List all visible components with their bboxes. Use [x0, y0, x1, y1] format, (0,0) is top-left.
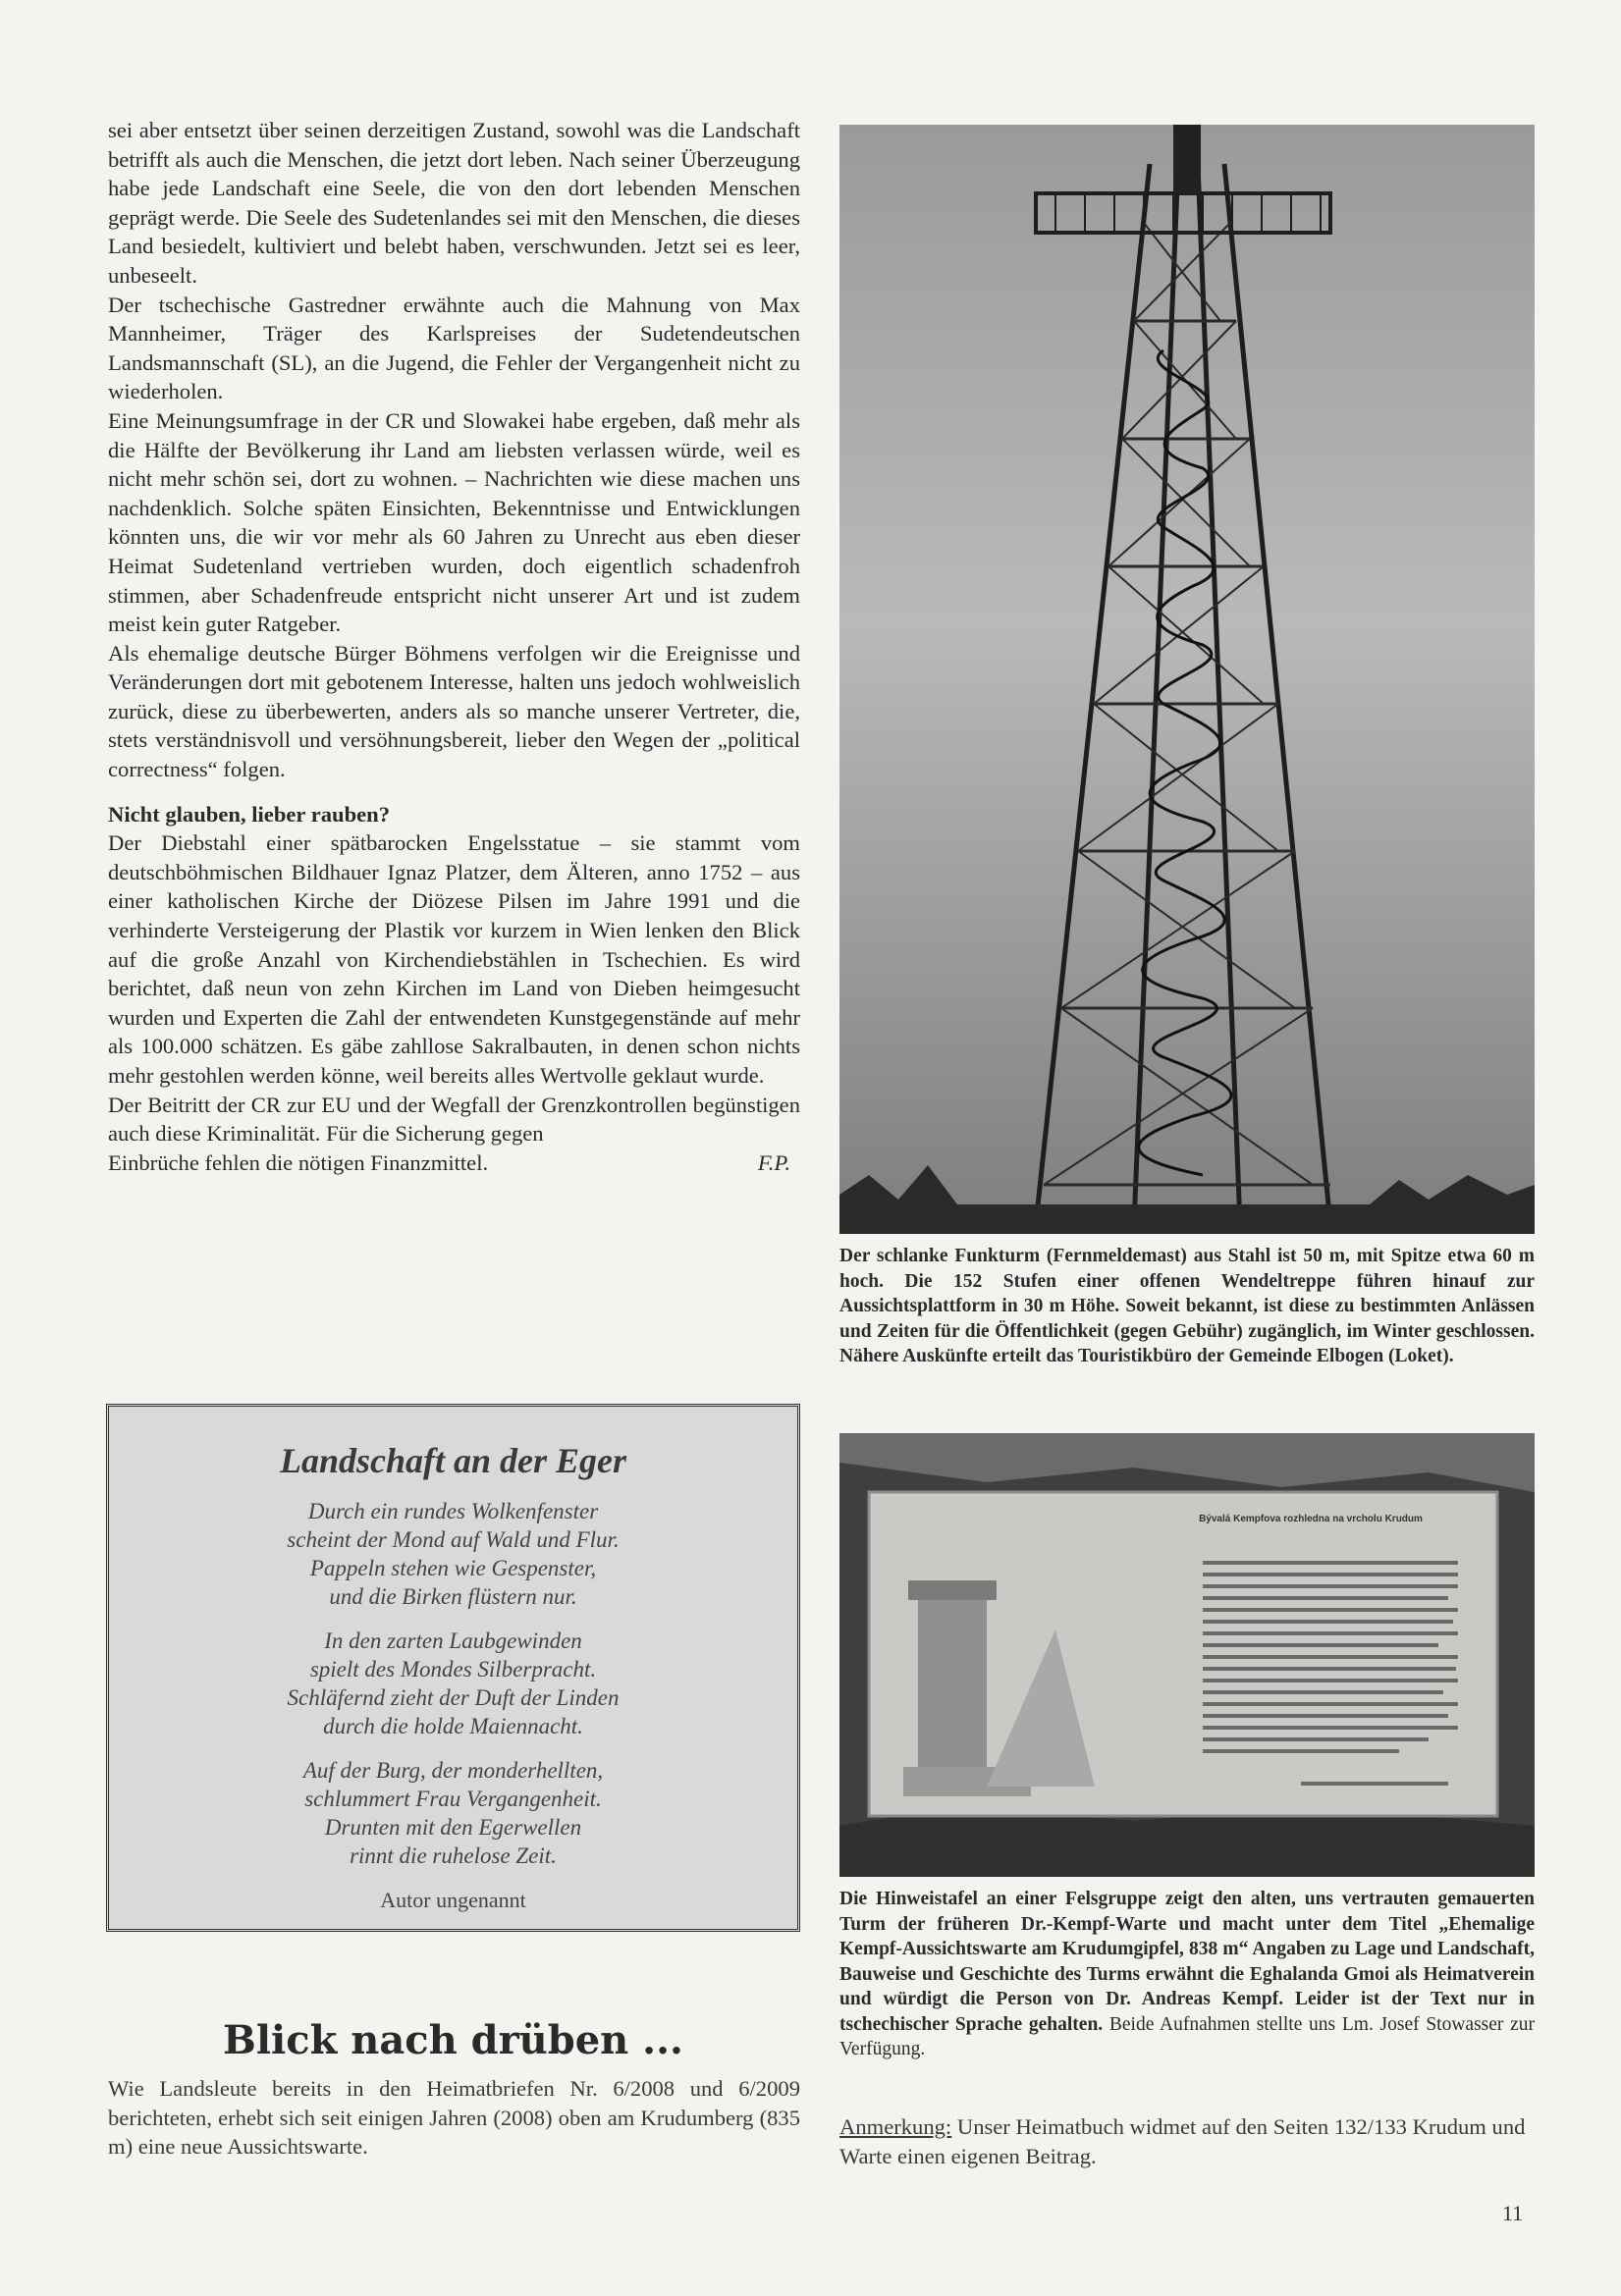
poem-line: rinnt die ruhelose Zeit. [350, 1843, 557, 1868]
page-number: 11 [1502, 2201, 1524, 2225]
tower-illustration [839, 125, 1535, 1234]
poem-author: Autor ungenannt [380, 1888, 526, 1912]
sign-board-illustration [839, 1433, 1535, 1877]
author-signature: F.P. [757, 1149, 790, 1175]
sign-photo [839, 1433, 1535, 1877]
sign-caption [839, 1887, 1535, 2062]
poem-line: Durch ein rundes Wolkenfenster [307, 1499, 599, 1523]
sign-caption-bold: Die Hinweistafel an einer Felsgruppe zeigt den alten, uns vertrauten gemauerten Turm der früheren Dr.-Kempf-Warte und macht unter dem Titel „Ehemalige Kempf-Aussichtswarte am Krudumgipfel, 838 m“ Angaben zu Lage und Landschaft, Bauweise und Geschichte des Turms erwähnt die Eghalanda Gmoi als Heimatverein und würdigt die Person von Dr. Andreas Kempf. Leider ist der Text nur in tschechischer Sprache gehalten. [839, 1889, 1535, 2035]
poem-line: Schläfernd zieht der Duft der Linden [287, 1685, 620, 1710]
poem-box [106, 1404, 800, 1932]
note-text: Unser Heimatbuch widmet auf den Seiten 132/133 Krudum und Warte einen eigenen Beitrag. [839, 2114, 1526, 2168]
poem-line: Drunten mit den Egerwellen [324, 1815, 582, 1840]
sign-caption-credit: Beide Aufnahmen stellte uns Lm. Josef Stowasser zur Verfügung. [839, 2013, 1536, 2059]
poem-line: In den zarten Laubgewinden [324, 1629, 582, 1653]
poem-line: Pappeln stehen wie Gespenster, [309, 1556, 597, 1580]
note [839, 2112, 1535, 2170]
article-column [108, 116, 800, 1177]
article-paragraph: Eine Meinungsumfrage in der CR und Slowakei habe ergeben, daß mehr als die Hälfte der Bevölkerung ihr Land am liebsten verlassen würde, weil es nicht mehr schön sei, dort zu wohnen. – Nachrichten wie diese machen uns nachdenklich. Solche späten Einsichten, Bekenntnisse und Entwicklungen könnten uns, die wir vor mehr als 60 Jahren zu Unrecht aus eben dieser Heimat Sudetenland vertrieben wurden, doch eigentlich schadenfroh stimmen, aber Schadenfreude entspricht nicht unserer Art und ist zudem meist kein guter Ratgeber. [108, 407, 800, 637]
article-closing-line [108, 1148, 800, 1178]
poem-line: und die Birken flüstern nur. [329, 1584, 577, 1609]
section-text: Wie Landsleute bereits in den Heimatbriefen Nr. 6/2008 und 6/2009 berichteten, erhebt sich seit einigen Jahren (2008) oben am Krudumberg (835 m) eine neue Aussichtswarte. [108, 2076, 800, 2160]
note-label: Anmerkung: [839, 2114, 952, 2139]
poem-line: scheint der Mond auf Wald und Flur. [287, 1527, 620, 1552]
article-paragraph: Der Beitritt der CR zur EU und der Wegfall der Grenzkontrollen begünstigen auch diese Kriminalität. Für die Sicherung gegen [108, 1092, 800, 1147]
article-last-line: Einbrüche fehlen die nötigen Finanzmittel. [108, 1149, 489, 1175]
article-subheading: Nicht glauben, lieber rauben? [108, 801, 391, 827]
article-paragraph: Als ehemalige deutsche Bürger Böhmens verfolgen wir die Ereignisse und Veränderungen dort mit gebotenem Interesse, halten uns jedoch wohlweislich zurück, diese zu überbewerten, anders als so manche unserer Vertreter, die, stets verständnisvoll und versöhnungsbereit, lieber den Wegen der „political correctness“ folgen. [108, 640, 800, 782]
article-paragraph: Der tschechische Gastredner erwähnte auch die Mahnung von Max Mannheimer, Träger des Karlspreises der Sudetendeutschen Landsmannschaft (SL), an die Jugend, die Fehler der Vergangenheit nicht zu wiederholen. [108, 292, 800, 404]
poem-stanza [109, 1497, 797, 1611]
article-paragraph: Der Diebstahl einer spätbarocken Engelsstatue – sie stammt vom deutschböhmischen Bildhauer Ignaz Platzer, dem Älteren, anno 1752 – aus einer katholischen Kirche der Diözese Pilsen im Jahre 1991 und die verhinderte Versteigerung der Plastik vor kurzem in Wien lenken den Blick auf die große Anzahl von Kirchendiebstählen in Tschechien. Es wird berichtet, daß neun von zehn Kirchen im Land von Dieben heimgesucht wurden und Experten die Zahl der entwendeten Kunstgegenstände auf mehr als 100.000 schätzen. Es gäbe zahllose Sakralbauten, in denen schon nichts mehr gestohlen werden könne, weil bereits alles Wertvolle geklaut wurde. [108, 830, 800, 1088]
article-paragraph: sei aber entsetzt über seinen derzeitigen Zustand, sowohl was die Landschaft betrifft als auch die Menschen, die jetzt dort leben. Nach seiner Überzeugung habe jede Landschaft eine Seele, die von den dort lebenden Menschen geprägt werde. Die Seele des Sudetenlandes sei mit den Menschen, die dieses Land besiedelt, kultiviert und belebt haben, verschwunden. Jetzt sei es leer, unbeseelt. [108, 118, 800, 288]
poem-line: spielt des Mondes Silberpracht. [309, 1657, 597, 1682]
sign-board-title: Bývalá Kempfova rozhledna na vrcholu Krudum [1199, 1514, 1423, 1524]
poem-stanza [109, 1756, 797, 1870]
tower-photo [839, 125, 1535, 1234]
poem-title: Landschaft an der Eger [279, 1441, 627, 1480]
section-heading: Blick nach drüben ... [223, 2017, 683, 2063]
poem-line: durch die holde Maiennacht. [323, 1714, 583, 1738]
poem-line: schlummert Frau Vergangenheit. [304, 1787, 602, 1811]
tower-caption: Der schlanke Funkturm (Fernmeldemast) aus Stahl ist 50 m, mit Spitze etwa 60 m hoch. Die 152 Stufen einer offenen Wendeltreppe führen hinauf zur Aussichtsplattform in 30 m Höhe. Soweit bekannt, ist diese zu bestimmten Anlässen und Zeiten für die Öffentlichkeit (gegen Gebühr) zugänglich, im Winter geschlossen. Nähere Auskünfte erteilt das Touristikbüro der Gemeinde Elbogen (Loket). [839, 1246, 1535, 1366]
poem-line: Auf der Burg, der monderhellten, [302, 1758, 604, 1783]
poem-stanza [109, 1627, 797, 1740]
